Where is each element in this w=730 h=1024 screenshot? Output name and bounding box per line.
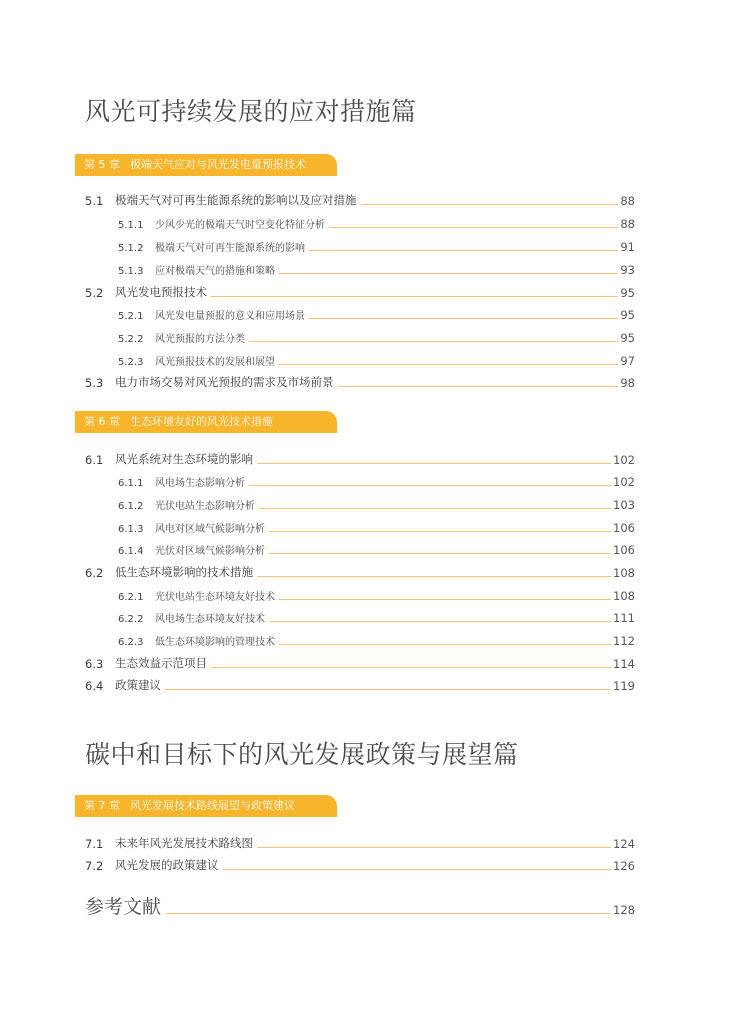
- page-number: 88: [620, 194, 635, 208]
- page-number: 106: [613, 543, 635, 557]
- toc-entry-5-2-2[interactable]: [118, 329, 635, 345]
- chapter-number: 第 7 章: [84, 799, 120, 812]
- section-title: 极端天气对可再生能源系统的影响以及应对措施: [115, 193, 357, 207]
- chapter-7-header[interactable]: [75, 795, 337, 817]
- section-title: 风光系统对生态环境的影响: [115, 452, 253, 466]
- toc-entry-6-2-2[interactable]: [118, 609, 635, 625]
- section-number: 6.1: [85, 453, 104, 467]
- page-number: 119: [613, 679, 635, 693]
- toc-entry-5-2[interactable]: [85, 284, 635, 300]
- references-title: 参考文献: [85, 896, 162, 918]
- section-title: 风电场生态环境友好技术: [155, 614, 265, 625]
- section-title: 低生态环境影响的技术措施: [115, 565, 253, 579]
- section-number: 6.1.1: [118, 478, 144, 489]
- toc-entry-6-2-1[interactable]: [118, 587, 635, 603]
- page-number: 111: [613, 611, 635, 625]
- leader-line: [338, 386, 619, 387]
- leader-line: [257, 576, 611, 577]
- toc-entry-6-1-4[interactable]: [118, 541, 635, 557]
- leader-line: [257, 847, 611, 848]
- toc-entry-6-1-3[interactable]: [118, 519, 635, 535]
- section-title: 应对极端天气的措施和策略: [155, 266, 275, 277]
- leader-line: [309, 250, 618, 251]
- section-number: 5.1.2: [118, 243, 144, 254]
- leader-line: [329, 227, 618, 228]
- chapter-title: 生态环境友好的风光技术措施: [130, 415, 273, 428]
- toc-entry-6-1-1[interactable]: [118, 473, 635, 489]
- leader-line: [165, 689, 611, 690]
- page-number: 88: [620, 217, 635, 231]
- toc-entry-5-1-1[interactable]: [118, 215, 635, 231]
- section-title: 风光发展的政策建议: [115, 858, 219, 872]
- chapter-number: 第 6 章: [84, 415, 120, 428]
- leader-line: [279, 273, 618, 274]
- section-number: 6.2: [85, 566, 104, 580]
- section-number: 6.1.4: [118, 546, 144, 557]
- section-number: 6.2.3: [118, 637, 144, 648]
- toc-entry-5-1-3[interactable]: [118, 261, 635, 277]
- page-number: 98: [620, 376, 635, 390]
- section-title: 风光预报的方法分类: [155, 334, 245, 345]
- leader-line: [249, 485, 611, 486]
- leader-line: [279, 644, 611, 645]
- section-number: 5.2.2: [118, 334, 144, 345]
- leader-line: [279, 364, 618, 365]
- section-title: 风光发电量预报的意义和应用场景: [155, 311, 305, 322]
- leader-line: [269, 531, 611, 532]
- page-number: 93: [620, 263, 635, 277]
- page-number: 102: [613, 475, 635, 489]
- section-title: 光伏电站生态影响分析: [155, 501, 255, 512]
- leader-line: [257, 463, 611, 464]
- page-number: 103: [613, 498, 635, 512]
- page-number: 106: [613, 521, 635, 535]
- page-number: 108: [613, 566, 635, 580]
- section-number: 6.4: [85, 679, 104, 693]
- leader-line: [279, 599, 611, 600]
- section-number: 5.2.3: [118, 357, 144, 368]
- section-title: 风光预报技术的发展和展望: [155, 357, 275, 368]
- page-number: 128: [613, 903, 635, 917]
- leader-line: [361, 204, 619, 205]
- chapter-title: 极端天气应对与风光发电量预报技术: [130, 158, 306, 171]
- leader-line: [166, 913, 611, 914]
- section-title: 少风少光的极端天气时空变化特征分析: [155, 220, 325, 231]
- section-title: 生态效益示范项目: [115, 656, 207, 670]
- section-number: 5.1.1: [118, 220, 144, 231]
- toc-entry-5-2-1[interactable]: [118, 306, 635, 322]
- page-number: 102: [613, 453, 635, 467]
- section-number: 7.2: [85, 859, 104, 873]
- section-title: 风电对区域气候影响分析: [155, 524, 265, 535]
- toc-entry-6-1-2[interactable]: [118, 496, 635, 512]
- leader-line: [211, 296, 618, 297]
- section-title: 风光发电预报技术: [115, 285, 207, 299]
- section-title: 极端天气对可再生能源系统的影响: [155, 243, 305, 254]
- toc-entry-6-1[interactable]: [85, 451, 635, 467]
- toc-entry-5-1[interactable]: [85, 192, 635, 208]
- section-number: 5.1.3: [118, 266, 144, 277]
- section-title: 低生态环境影响的管理技术: [155, 637, 275, 648]
- leader-line: [259, 508, 611, 509]
- leader-line: [309, 318, 618, 319]
- page-number: 114: [613, 657, 635, 671]
- section-number: 5.3: [85, 376, 104, 390]
- section-title: 光伏电站生态环境友好技术: [155, 592, 275, 603]
- toc-entry-5-1-2[interactable]: [118, 238, 635, 254]
- page-number: 108: [613, 589, 635, 603]
- page-number: 91: [620, 240, 635, 254]
- page-number: 124: [613, 837, 635, 851]
- section-number: 6.2.2: [118, 614, 144, 625]
- section-number: 6.2.1: [118, 592, 144, 603]
- toc-entry-6-4[interactable]: [85, 677, 635, 693]
- leader-line: [269, 553, 611, 554]
- section-number: 5.2: [85, 286, 104, 300]
- page-number: 126: [613, 859, 635, 873]
- toc-entry-5-2-3[interactable]: [118, 352, 635, 368]
- section-title: 未来年风光发展技术路线图: [115, 836, 253, 850]
- toc-entry-6-2[interactable]: [85, 564, 635, 580]
- section-number: 6.1.3: [118, 524, 144, 535]
- leader-line: [223, 869, 612, 870]
- section-title: 光伏对区域气候影响分析: [155, 546, 265, 557]
- chapter-6-header[interactable]: [75, 411, 337, 433]
- page-number: 95: [620, 331, 635, 345]
- toc-entry-7-2[interactable]: [85, 857, 635, 873]
- chapter-title: 风光发展技术路线展望与政策建议: [130, 799, 295, 812]
- page-number: 112: [613, 634, 635, 648]
- section-number: 6.1.2: [118, 501, 144, 512]
- toc-entry-references[interactable]: [85, 893, 635, 919]
- leader-line: [211, 667, 611, 668]
- toc-entry-7-1[interactable]: [85, 835, 635, 851]
- section-number: 7.1: [85, 837, 104, 851]
- leader-line: [269, 621, 611, 622]
- part-title: 风光可持续发展的应对措施篇: [85, 97, 417, 126]
- toc-entry-5-3[interactable]: [85, 374, 635, 390]
- section-title: 政策建议: [115, 678, 161, 692]
- chapter-number: 第 5 章: [84, 158, 120, 171]
- toc-entry-6-2-3[interactable]: [118, 632, 635, 648]
- page-number: 95: [620, 308, 635, 322]
- section-title: 电力市场交易对风光预报的需求及市场前景: [115, 375, 334, 389]
- toc-entry-6-3[interactable]: [85, 655, 635, 671]
- leader-line: [249, 341, 618, 342]
- part-title: 碳中和目标下的风光发展政策与展望篇: [85, 740, 519, 769]
- section-number: 5.1: [85, 194, 104, 208]
- section-number: 6.3: [85, 657, 104, 671]
- section-number: 5.2.1: [118, 311, 144, 322]
- section-title: 风电场生态影响分析: [155, 478, 245, 489]
- page-number: 97: [620, 354, 635, 368]
- chapter-5-header[interactable]: [75, 154, 337, 176]
- page-number: 95: [620, 286, 635, 300]
